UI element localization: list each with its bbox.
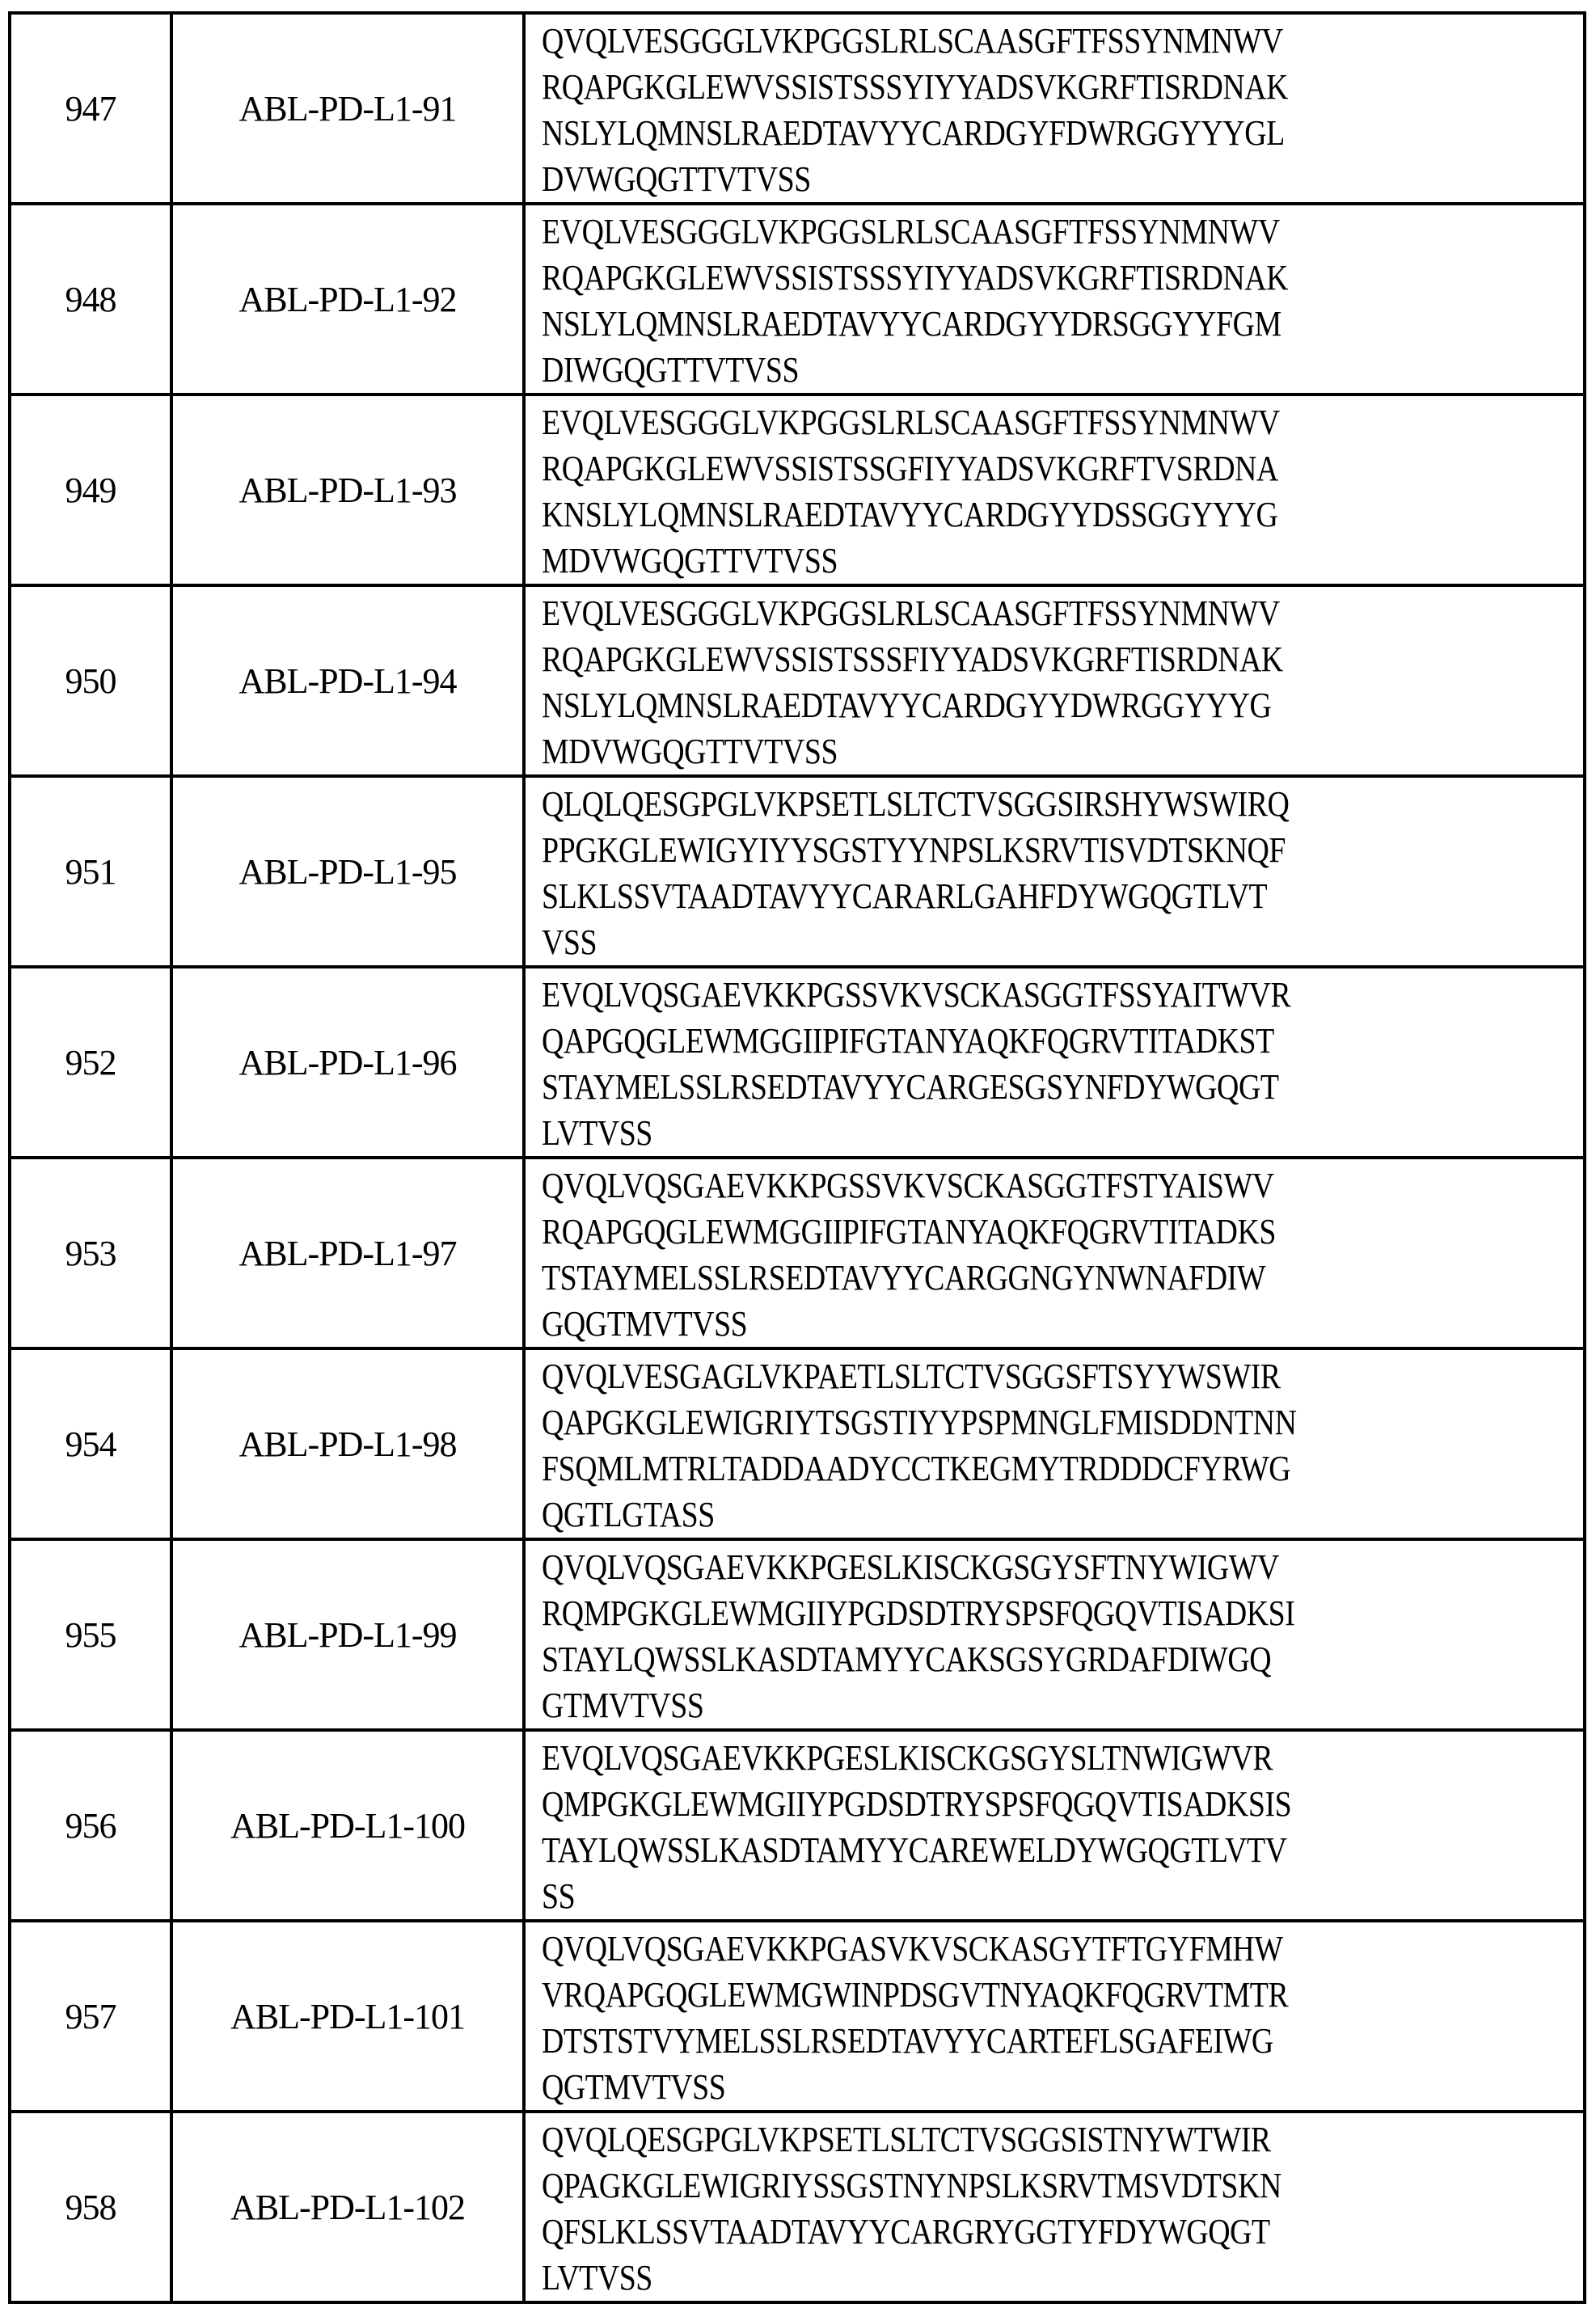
seq-id-number: 954: [10, 1348, 171, 1539]
sequence-lines: [542, 15, 1583, 202]
sequence-lines: [542, 1350, 1583, 1538]
sequence-line: QAPGQGLEWMGGIIPIFGTANYAQKFQGRVTITADKST: [542, 1021, 1274, 1061]
sequence-line: SS: [542, 1876, 576, 1916]
antibody-name: ABL-PD-L1-95: [171, 776, 524, 967]
seq-id-number: 949: [10, 395, 171, 585]
sequence-line: GQGTMVTVSS: [542, 1304, 748, 1344]
table-row: [10, 1921, 1585, 2112]
antibody-name: ABL-PD-L1-99: [171, 1539, 524, 1730]
sequence-line: MDVWGQGTTVTVSS: [542, 541, 838, 580]
amino-acid-sequence: [524, 967, 1585, 1158]
table-row: [10, 395, 1585, 585]
sequence-line: QVQLVESGAGLVKPAETLSLTCTVSGGSFTSYYWSWIR: [542, 1357, 1281, 1396]
antibody-name: ABL-PD-L1-92: [171, 204, 524, 395]
amino-acid-sequence: [524, 1539, 1585, 1730]
amino-acid-sequence: [524, 2112, 1585, 2302]
seq-id-number: 948: [10, 204, 171, 395]
amino-acid-sequence: [524, 13, 1585, 204]
sequence-line: EVQLVESGGGLVKPGGSLRLSCAASGFTFSSYNMNWV: [542, 403, 1280, 442]
seq-id-number: 951: [10, 776, 171, 967]
sequence-line: QAPGKGLEWIGRIYTSGSTIYYPSPMNGLFMISDDNTNN: [542, 1403, 1297, 1442]
sequence-lines: [542, 778, 1583, 965]
sequence-line: EVQLVQSGAEVKKPGSSVKVSCKASGGTFSSYAITWVR: [542, 975, 1291, 1015]
sequence-lines: [542, 1922, 1583, 2110]
sequence-line: QGTLGTASS: [542, 1495, 715, 1534]
sequence-line: NSLYLQMNSLRAEDTAVYYCARDGYYDWRGGYYYG: [542, 686, 1272, 725]
sequence-line: QVQLVQSGAEVKKPGSSVKVSCKASGGTFSTYAISWV: [542, 1166, 1274, 1205]
amino-acid-sequence: [524, 585, 1585, 776]
seq-id-number: 958: [10, 2112, 171, 2302]
sequence-lines: [542, 1541, 1583, 1728]
seq-id-number: 955: [10, 1539, 171, 1730]
sequence-line: SLKLSSVTAADTAVYYCARARLGAHFDYWGQGTLVT: [542, 876, 1268, 916]
table-row: [10, 776, 1585, 967]
table-row: [10, 2112, 1585, 2302]
sequence-line: QPAGKGLEWIGRIYSSGSTNYNPSLKSRVTMSVDTSKN: [542, 2166, 1281, 2205]
seq-id-number: 947: [10, 13, 171, 204]
seq-id-number: 957: [10, 1921, 171, 2112]
table-row: [10, 1539, 1585, 1730]
amino-acid-sequence: [524, 776, 1585, 967]
sequence-line: FSQMLMTRLTADDAADYCCTKEGMYTRDDDCFYRWG: [542, 1449, 1291, 1488]
seq-id-number: 956: [10, 1730, 171, 1921]
seq-id-number: 952: [10, 967, 171, 1158]
amino-acid-sequence: [524, 1921, 1585, 2112]
sequence-line: TAYLQWSSLKASDTAMYYCAREWELDYWGQGTLVTV: [542, 1830, 1287, 1870]
sequence-line: VSS: [542, 922, 597, 962]
sequence-line: DIWGQGTTVTVSS: [542, 350, 800, 390]
sequence-line: NSLYLQMNSLRAEDTAVYYCARDGYYDRSGGYYFGM: [542, 304, 1281, 344]
sequence-line: VRQAPGQGLEWMGWINPDSGVTNYAQKFQGRVTMTR: [542, 1975, 1289, 2015]
sequence-line: QMPGKGLEWMGIIYPGDSDTRYSPSFQGQVTISADKSIS: [542, 1784, 1292, 1824]
table-row: [10, 204, 1585, 395]
sequence-lines: [542, 205, 1583, 393]
table-row: [10, 13, 1585, 204]
sequence-line: PPGKGLEWIGYIYYSGSTYYNPSLKSRVTISVDTSKNQF: [542, 830, 1286, 870]
sequence-lines: [542, 1732, 1583, 1919]
sequence-line: EVQLVESGGGLVKPGGSLRLSCAASGFTFSSYNMNWV: [542, 593, 1280, 633]
sequence-line: STAYLQWSSLKASDTAMYYCAKSGSYGRDAFDIWGQ: [542, 1639, 1272, 1679]
sequence-line: DTSTSTVYMELSSLRSEDTAVYYCARTEFLSGAFEIWG: [542, 2021, 1273, 2061]
sequence-line: STAYMELSSLRSEDTAVYYCARGESGSYNFDYWGQGT: [542, 1067, 1279, 1107]
antibody-name: ABL-PD-L1-91: [171, 13, 524, 204]
sequence-line: DVWGQGTTVTVSS: [542, 159, 811, 199]
sequence-line: RQAPGKGLEWVSSISTSSSFIYYADSVKGRFTISRDNAK: [542, 639, 1283, 679]
antibody-name: ABL-PD-L1-96: [171, 967, 524, 1158]
sequence-table: [8, 11, 1586, 2304]
sequence-line: GTMVTVSS: [542, 1686, 704, 1725]
antibody-name: ABL-PD-L1-97: [171, 1158, 524, 1348]
sequence-line: QLQLQESGPGLVKPSETLSLTCTVSGGSIRSHYWSWIRQ: [542, 784, 1290, 824]
sequence-line: QVQLVQSGAEVKKPGESLKISCKGSGYSFTNYWIGWV: [542, 1547, 1279, 1587]
table-row: [10, 1730, 1585, 1921]
sequence-line: QVQLVQSGAEVKKPGASVKVSCKASGYTFTGYFMHW: [542, 1929, 1283, 1969]
seq-id-number: 950: [10, 585, 171, 776]
table-row: [10, 1348, 1585, 1539]
amino-acid-sequence: [524, 1348, 1585, 1539]
sequence-line: KNSLYLQMNSLRAEDTAVYYCARDGYYDSSGGYYYG: [542, 495, 1278, 534]
table-row: [10, 585, 1585, 776]
antibody-name: ABL-PD-L1-100: [171, 1730, 524, 1921]
amino-acid-sequence: [524, 1158, 1585, 1348]
antibody-name: ABL-PD-L1-102: [171, 2112, 524, 2302]
sequence-line: LVTVSS: [542, 2258, 652, 2298]
sequence-line: EVQLVQSGAEVKKPGESLKISCKGSGYSLTNWIGWVR: [542, 1738, 1273, 1778]
amino-acid-sequence: [524, 395, 1585, 585]
sequence-line: RQAPGKGLEWVSSISTSSSYIYYADSVKGRFTISRDNAK: [542, 258, 1289, 297]
antibody-name: ABL-PD-L1-93: [171, 395, 524, 585]
table-body: [10, 13, 1585, 2302]
table-row: [10, 967, 1585, 1158]
table-row: [10, 1158, 1585, 1348]
antibody-name: ABL-PD-L1-94: [171, 585, 524, 776]
sequence-lines: [542, 587, 1583, 774]
sequence-line: EVQLVESGGGLVKPGGSLRLSCAASGFTFSSYNMNWV: [542, 212, 1280, 251]
amino-acid-sequence: [524, 1730, 1585, 1921]
sequence-line: MDVWGQGTTVTVSS: [542, 732, 838, 771]
sequence-line: QVQLQESGPGLVKPSETLSLTCTVSGGSISTNYWTWIR: [542, 2120, 1271, 2159]
sequence-lines: [542, 2113, 1583, 2301]
antibody-name: ABL-PD-L1-98: [171, 1348, 524, 1539]
sequence-line: LVTVSS: [542, 1113, 652, 1153]
sequence-line: TSTAYMELSSLRSEDTAVYYCARGGNGYNWNAFDIW: [542, 1258, 1266, 1298]
sequence-line: RQAPGKGLEWVSSISTSSGFIYYADSVKGRFTVSRDNA: [542, 449, 1278, 488]
seq-id-number: 953: [10, 1158, 171, 1348]
sequence-line: QFSLKLSSVTAADTAVYYCARGRYGGTYFDYWGQGT: [542, 2212, 1270, 2251]
sequence-line: NSLYLQMNSLRAEDTAVYYCARDGYFDWRGGYYYGL: [542, 113, 1285, 153]
sequence-line: RQAPGQGLEWMGGIIPIFGTANYAQKFQGRVTITADKS: [542, 1212, 1276, 1251]
sequence-lines: [542, 1159, 1583, 1347]
sequence-lines: [542, 968, 1583, 1156]
amino-acid-sequence: [524, 204, 1585, 395]
sequence-lines: [542, 396, 1583, 584]
sequence-line: RQMPGKGLEWMGIIYPGDSDTRYSPSFQGQVTISADKSI: [542, 1593, 1295, 1633]
sequence-line: QGTMVTVSS: [542, 2067, 726, 2107]
sequence-line: RQAPGKGLEWVSSISTSSSYIYYADSVKGRFTISRDNAK: [542, 67, 1289, 107]
antibody-name: ABL-PD-L1-101: [171, 1921, 524, 2112]
sequence-line: QVQLVESGGGLVKPGGSLRLSCAASGFTFSSYNMNWV: [542, 21, 1283, 61]
